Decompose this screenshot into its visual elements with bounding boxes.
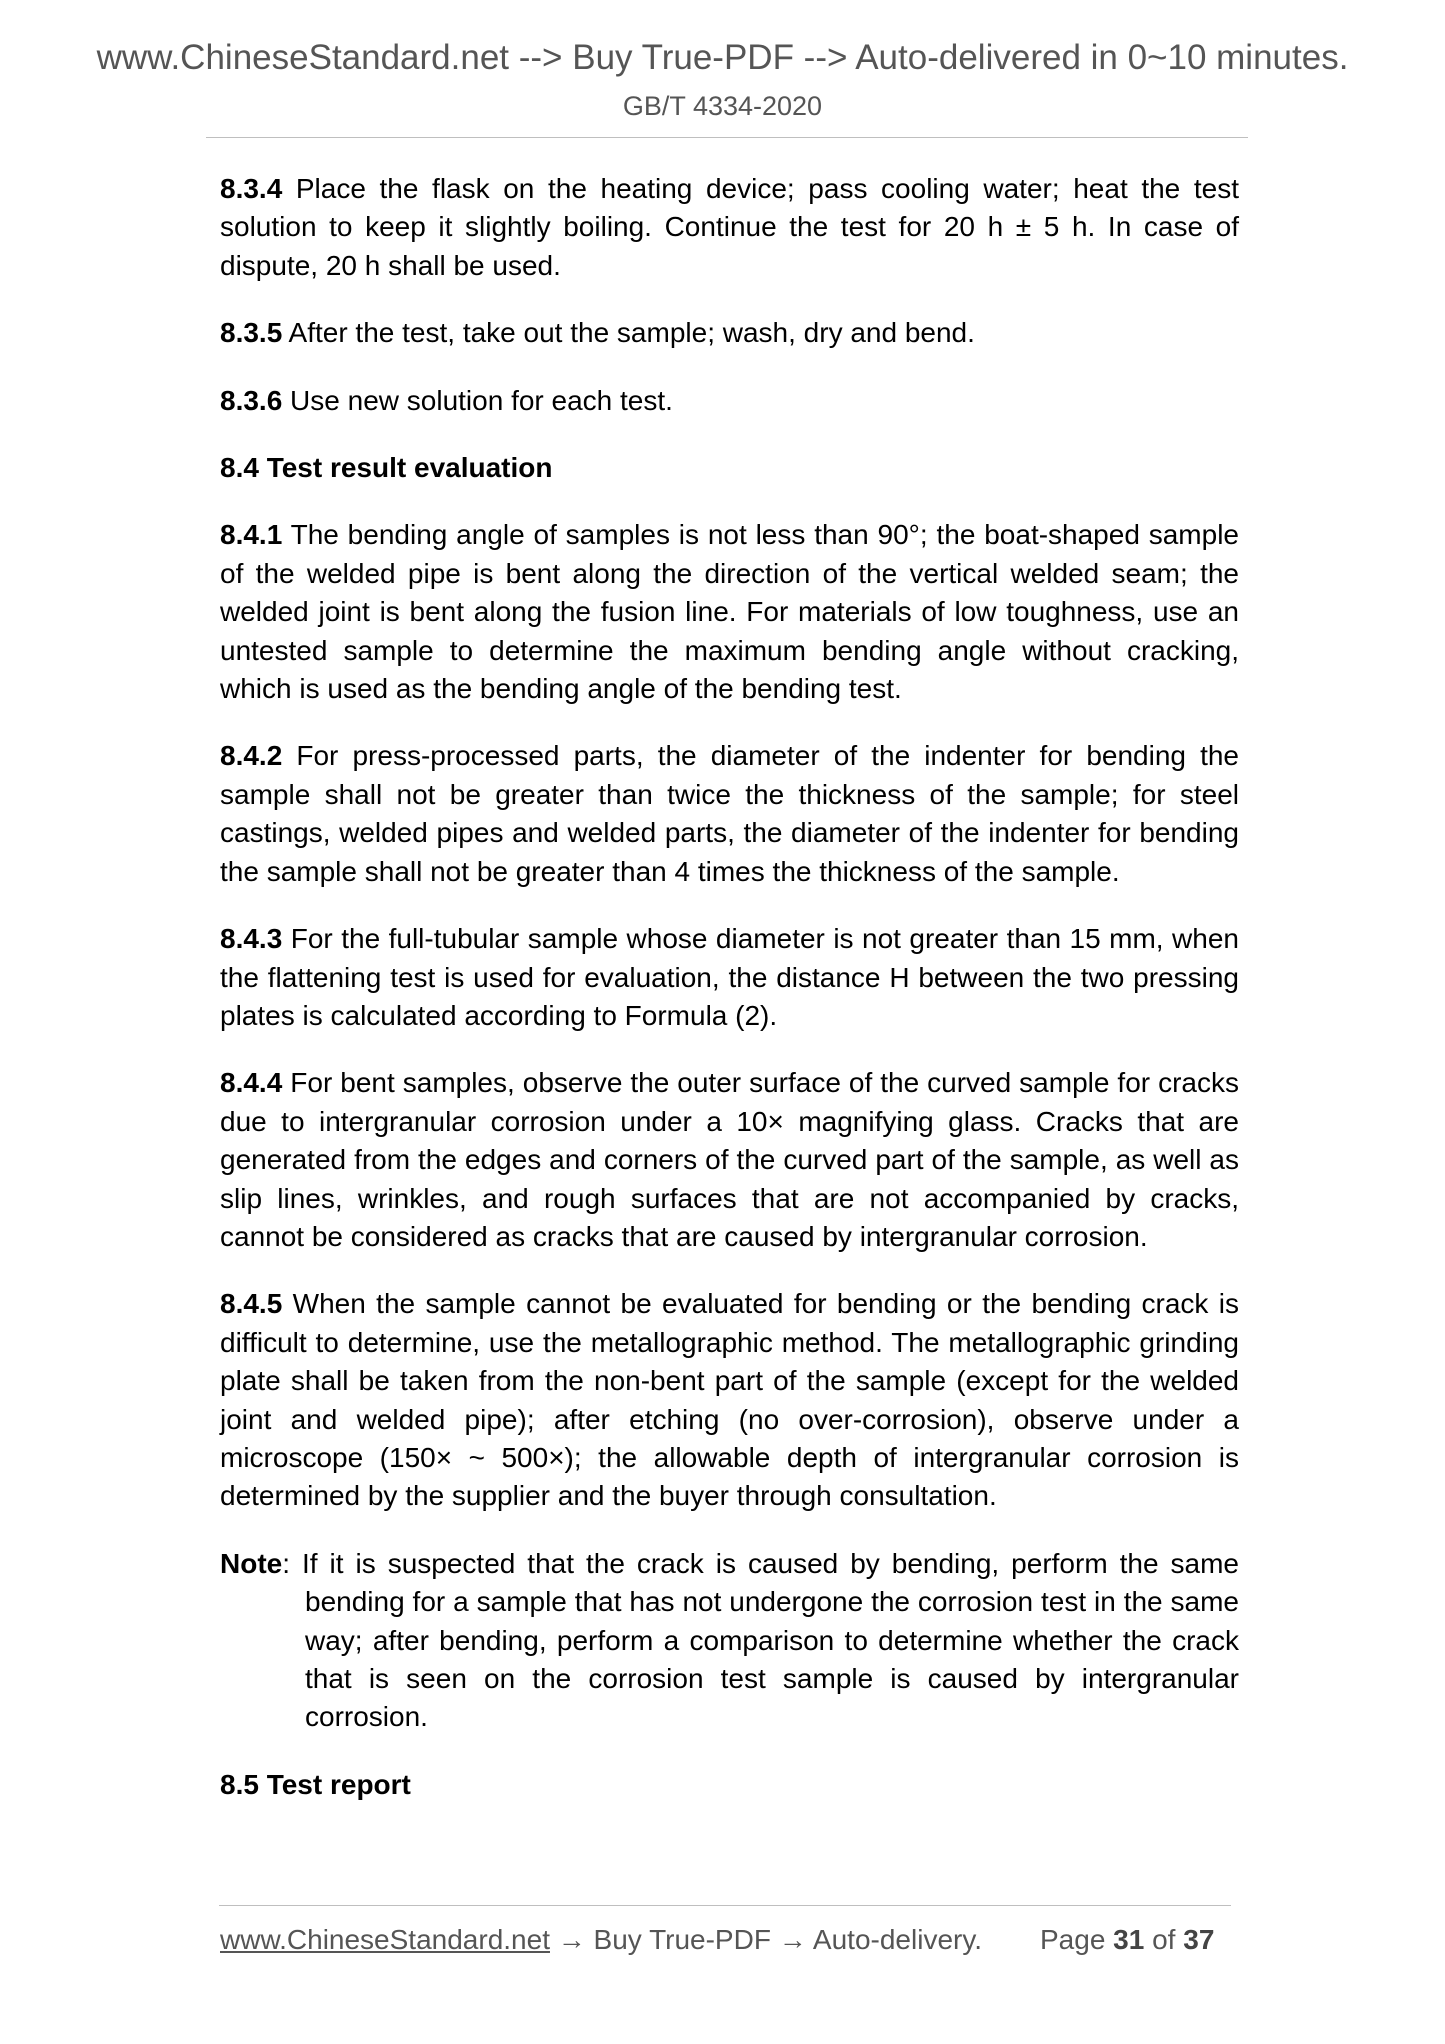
clause-number: 8.3.4 bbox=[220, 173, 283, 204]
page-current: 31 bbox=[1113, 1924, 1145, 1955]
footer-promo-text: → Buy True-PDF → Auto-delivery. bbox=[549, 1924, 983, 1955]
footer-divider bbox=[219, 1905, 1231, 1906]
section-heading-8-4: 8.4 Test result evaluation bbox=[220, 452, 553, 484]
paragraph-8-3-4 bbox=[220, 170, 1239, 285]
clause-text: After the test, take out the sample; wash, dry and bend. bbox=[282, 317, 975, 349]
clause-number: 8.3.6 bbox=[220, 384, 283, 416]
document-body bbox=[220, 170, 1239, 1833]
clause-number: 8.4.4 bbox=[220, 1067, 283, 1099]
page-total: 37 bbox=[1183, 1924, 1215, 1955]
clause-text: Use new solution for each test. bbox=[282, 384, 673, 416]
header-divider bbox=[206, 137, 1248, 138]
paragraph-8-3-6 bbox=[220, 382, 1239, 420]
paragraph-8-4-3 bbox=[220, 920, 1239, 1035]
clause-text: When the sample cannot be evaluated for bending or the bending crack is difficult to determine, use the metallographic method. The metallographic grinding plate shall be taken from the non-bent part of the sample (except for the welded joint and welded pipe); after etching (no over-corrosion), observe under a microscope (150× ~ 500×); the allowable depth of intergranular corrosion is determined by the supplier and the buyer through consultation. bbox=[220, 1288, 1239, 1512]
clause-number: 8.4.2 bbox=[220, 740, 283, 772]
note bbox=[220, 1545, 1239, 1737]
page-indicator bbox=[1040, 1924, 1214, 1956]
page-label: Page bbox=[1040, 1924, 1114, 1955]
clause-number: 8.4.5 bbox=[220, 1288, 283, 1320]
clause-text: For the full-tubular sample whose diameter is not greater than 15 mm, when the flattening test is used for evaluation, the distance H between the two pressing plates is calculated according to Formula (2). bbox=[220, 923, 1239, 1031]
clause-text: The bending angle of samples is not less than 90°; the boat-shaped sample of the welded pipe is bent along the direction of the vertical welded seam; the welded joint is bent along the fusion line. For materials of low toughness, use an untested sample to determine the maximum bending angle without cracking, which is used as the bending angle of the bending test. bbox=[220, 519, 1239, 705]
note-text: : If it is suspected that the crack is caused by bending, perform the same bending for a sample that has not undergone the corrosion test in the same way; after bending, perform a comparison to determine whether the crack that is seen on the corrosion test sample is caused by intergranular corrosion. bbox=[282, 1547, 1239, 1733]
note-label: Note bbox=[220, 1547, 283, 1579]
clause-text: For press-processed parts, the diameter of the indenter for bending the sample shall not be greater than twice the thickness of the sample; for steel castings, welded pipes and welded parts, the diameter of the indenter for bending the sample shall not be greater than 4 times the thickness of the sample. bbox=[220, 740, 1239, 887]
page-of: of bbox=[1144, 1924, 1184, 1955]
top-banner: www.ChineseStandard.net --> Buy True-PDF --> Auto-delivered in 0~10 minutes. bbox=[96, 38, 1349, 77]
paragraph-8-4-4 bbox=[220, 1064, 1239, 1256]
standard-number: GB/T 4334-2020 bbox=[622, 91, 823, 121]
clause-number: 8.4.1 bbox=[220, 519, 283, 551]
footer-promo bbox=[220, 1924, 982, 1956]
paragraph-8-4-2 bbox=[220, 737, 1239, 891]
paragraph-8-4-1 bbox=[220, 516, 1239, 708]
section-heading-8-5: 8.5 Test report bbox=[220, 1768, 411, 1800]
clause-text: Place the flask on the heating device; pass cooling water; heat the test solution to keep it slightly boiling. Continue the test for 20 h ± 5 h. In case of dispute, 20 h shall be used. bbox=[220, 173, 1239, 281]
paragraph-8-4-5 bbox=[220, 1285, 1239, 1515]
clause-number: 8.3.5 bbox=[220, 317, 283, 349]
paragraph-8-3-5 bbox=[220, 314, 1239, 352]
clause-text: For bent samples, observe the outer surface of the curved sample for cracks due to intergranular corrosion under a 10× magnifying glass. Cracks that are generated from the edges and corners of the curved part of the sample, as well as slip lines, wrinkles, and rough surfaces that are not accompanied by cracks, cannot be considered as cracks that are caused by intergranular corrosion. bbox=[220, 1067, 1239, 1252]
clause-number: 8.4.3 bbox=[220, 923, 283, 955]
footer-site-link[interactable]: www.ChineseStandard.net bbox=[220, 1924, 550, 1955]
